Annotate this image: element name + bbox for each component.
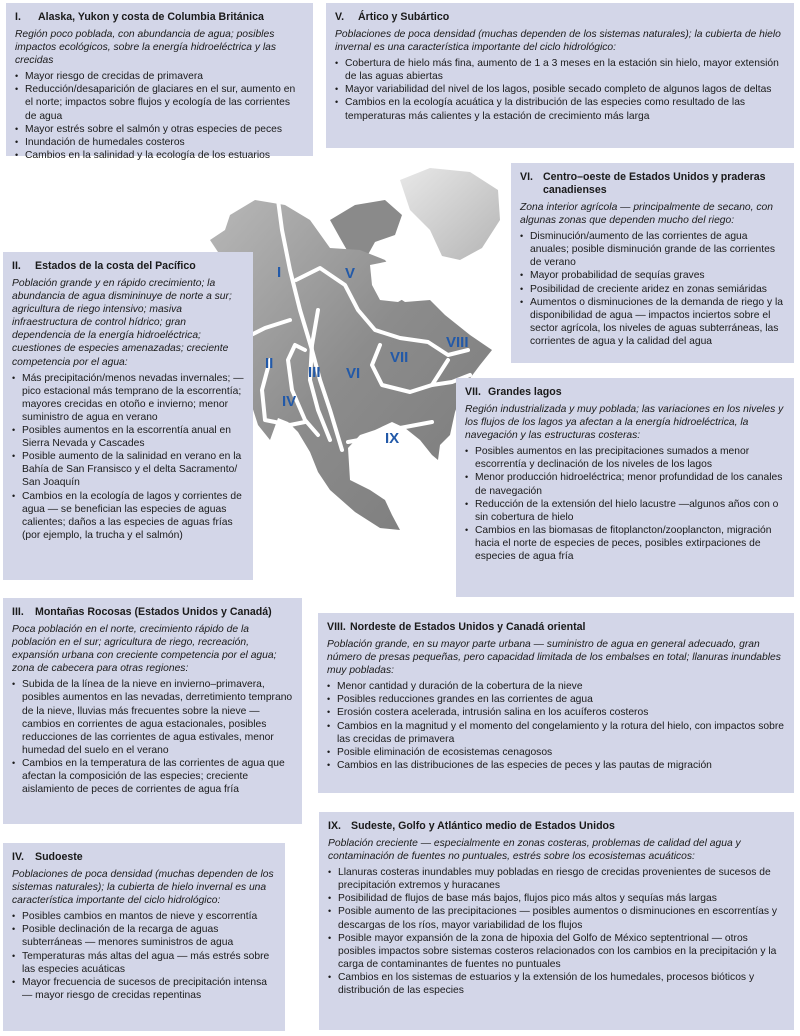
region-box-v	[326, 3, 794, 148]
impact-list	[335, 57, 785, 122]
impact-item: • Mayor riesgo de crecidas de primavera	[15, 70, 304, 83]
map-label-iii: III	[308, 364, 321, 381]
impact-item: • Posible aumento de la salinidad en verano en la Bahía de San Fransisco y el delta Sacramento/ San Joaquín	[12, 450, 244, 489]
region-box-vii	[456, 378, 794, 597]
region-heading	[12, 851, 276, 864]
map-label-i: I	[277, 264, 282, 281]
impact-list	[465, 445, 785, 563]
impact-list	[12, 910, 276, 1002]
region-description: Población creciente — especialmente en zonas costeras, problemas de calidad del agua y contaminación de fuentes no puntuales, estrés sobre los ecosistemas acuáticos:	[328, 838, 741, 863]
impact-item: • Posibles aumentos en la escorrentía anual en Sierra Nevada y Cascades	[12, 424, 244, 450]
impact-item: • Menor producción hidroeléctrica; menor profundidad de los canales de navegación	[465, 471, 785, 497]
impact-item: • Posibles cambios en mantos de nieve y escorrentía	[12, 910, 276, 923]
region-description: Población grande, en su mayor parte urbana — suministro de agua en general adecuado, gran número de presas pequeñas, pero capacidad limitada de los embalses en total; llanuras inundables muy pobladas:	[327, 639, 781, 677]
region-title: Nordeste de Estados Unidos y Canadá oriental	[350, 621, 586, 633]
region-box-ix	[319, 812, 794, 1030]
impact-item: • Menor cantidad y duración de la cobertura de la nieve	[327, 680, 785, 693]
impact-list	[12, 372, 244, 542]
map-label-v: V	[345, 265, 356, 282]
impact-list	[15, 70, 304, 162]
impact-item: • Erosión costera acelerada, intrusión salina en los acuíferos costeros	[327, 706, 785, 719]
region-box-vi	[511, 163, 794, 363]
region-numeral: IV.	[12, 851, 24, 863]
region-heading	[12, 606, 293, 619]
region-title: Montañas Rocosas (Estados Unidos y Canadá)	[35, 606, 272, 618]
impact-item: • Mayor estrés sobre el salmón y otras especies de peces	[15, 123, 304, 136]
impact-item: • Aumentos o disminuciones de la demanda de riego y la disponibilidad de agua — impactos inciertos sobre el sector agrícola, los niveles de aguas subterráneas, las corrientes de agua y la calidad del agua	[520, 296, 785, 348]
region-numeral: V.	[335, 11, 345, 23]
region-heading	[465, 386, 785, 399]
region-description: Zona interior agrícola — principalmente de secano, con algunas zonas que dependen mucho del riego:	[520, 202, 773, 227]
map-label-ii: II	[265, 355, 274, 372]
region-title: Ártico y Subártico	[358, 11, 450, 23]
greenland-shape	[400, 168, 500, 260]
region-box-viii	[318, 613, 794, 793]
region-title: Alaska, Yukon y costa de Columbia Británica	[38, 11, 264, 23]
region-numeral: VII.	[465, 386, 481, 398]
impact-item: • Posible aumento de las precipitaciones — posibles aumentos o disminuciones en escorrentías y descargas de los ríos, mayor variabilidad de los flujos	[328, 905, 785, 931]
region-description: Población grande y en rápido crecimiento; la abundancia de agua dismininuye de norte a sur; agricultura de riego intensivo; masiva infraestructura de control hídrico; gran dependencia de la energía hidroeléctrica; cuestiones de especies amenazadas; creciente competencia por el agua:	[12, 278, 232, 368]
region-title: Sudoeste	[35, 851, 83, 863]
impact-item: • Cambios en las distribuciones de las especies de peces y las pautas de migración	[327, 759, 785, 772]
region-heading	[12, 260, 244, 273]
impact-item: • Mayor variabilidad del nivel de los lagos, posible secado completo de algunos lagos de deltas	[335, 83, 785, 96]
impact-item: • Reducción de la extensión del hielo lacustre —algunos años con o sin cobertura de hielo	[465, 498, 785, 524]
impact-item: • Posibles aumentos en las precipitaciones sumados a menor escorrentía y declinación de los niveles de los lagos	[465, 445, 785, 471]
impact-item: • Posibles reducciones grandes en las corrientes de agua	[327, 693, 785, 706]
region-heading	[335, 11, 785, 24]
impact-item: • Cambios en la magnitud y el momento del congelamiento y la rotura del hielo, con impactos sobre las crecidas de primavera	[327, 720, 785, 746]
impact-item: • Cambios en los sistemas de estuarios y la extensión de los humedales, procesos bióticos y distribución de las especies	[328, 971, 785, 997]
region-numeral: VI.	[520, 171, 533, 183]
impact-item: • Más precipitación/menos nevadas invernales; — pico estacional más temprano de la escorrentía; mayores crecidas en otoño e invierno; menor suministro de agua en verano	[12, 372, 244, 424]
region-numeral: IX.	[328, 820, 341, 832]
region-title: Centro–oeste de Estados Unidos y praderas canadienses	[543, 171, 766, 196]
impact-list	[327, 680, 785, 772]
impact-item: • Cobertura de hielo más fina, aumento de 1 a 3 meses en la estación sin hielo, mayor extensión de las aguas abiertas	[335, 57, 785, 83]
region-numeral: I.	[15, 11, 21, 23]
region-description: Poblaciones de poca densidad (muchas dependen de los sistemas naturales); la cubierta de hielo invernal es una característica importante del ciclo hidrológico:	[12, 869, 274, 907]
impact-item: • Disminución/aumento de las corrientes de agua anuales; posible disminución grande de las corrientes de verano	[520, 230, 785, 269]
impact-item: • Cambios en las biomasas de fitoplancton/zooplancton, migración hacia el norte de especies de peces, posibles extirpaciones de especies de agua fría	[465, 524, 785, 563]
impact-list	[12, 678, 293, 796]
region-title: Sudeste, Golfo y Atlántico medio de Estados Unidos	[351, 820, 615, 832]
impact-item: • Posibilidad de flujos de base más bajos, flujos pico más altos y sequías más largas	[328, 892, 785, 905]
impact-item: • Subida de la línea de la nieve en invierno–primavera, posibles aumentos en las nevadas, derretimiento temprano de la nieve, lluvias más frecuentes sobre la nieve — cambios en corrientes de agua estacionales, posibles reducciones de las corrientes de agua estivales, menor humedad del suelo en el verano	[12, 678, 293, 757]
map-label-iv: IV	[282, 393, 297, 410]
impact-item: • Llanuras costeras inundables muy pobladas en riesgo de crecidas provenientes de sucesos de precipitación extremos y huracanes	[328, 866, 785, 892]
region-heading	[520, 171, 785, 197]
map-label-vii: VII	[390, 349, 409, 366]
region-heading	[328, 820, 785, 833]
region-description: Poca población en el norte, crecimiento rápido de la población en el sur; agricultura de riego, recreación, expansión urbana con creciente competencia por el agua; zona de cabecera para otras regiones:	[12, 624, 277, 675]
impact-item: • Posibilidad de creciente aridez en zonas semiáridas	[520, 283, 785, 296]
impact-item: • Mayor frecuencia de sucesos de precipitación intensa — mayor riesgo de crecidas repentinas	[12, 976, 276, 1002]
map-label-ix: IX	[385, 430, 400, 447]
impact-item: • Reducción/desaparición de glaciares en el sur, aumento en el norte; impactos sobre flujos y ecología de las corrientes de agua	[15, 83, 304, 122]
region-box-iii	[3, 598, 302, 824]
impact-item: • Posible eliminación de ecosistemas cenagosos	[327, 746, 785, 759]
impact-item: • Inundación de humedales costeros	[15, 136, 304, 149]
impact-item: • Cambios en la salinidad y la ecología de los estuarios	[15, 149, 304, 162]
impact-item: • Cambios en la temperatura de las corrientes de agua que afectan la composición de las especies; creciente aislamiento de peces de corrientes de agua fría	[12, 757, 293, 796]
region-box-i	[6, 3, 313, 161]
impact-item: • Posible declinación de la recarga de aguas subterráneas — menores suministros de agua	[12, 923, 276, 949]
region-description: Poblaciones de poca densidad (muchas dependen de los sistemas naturales); la cubierta de hielo invernal es una característica importante del ciclo hidrológico:	[335, 29, 781, 54]
region-numeral: VIII.	[327, 621, 346, 633]
impact-item: • Posible mayor expansión de la zona de hipoxia del Golfo de México septentrional — otros posibles impactos sobre sistemas costeros relacionados con los cambios en la precipitación y la carga de contaminantes de fuentes no puntuales	[328, 932, 785, 971]
region-description: Región poco poblada, con abundancia de agua; posibles impactos ecológicos, sobre la energía hidroeléctrica y las crecidas	[15, 29, 276, 67]
region-numeral: III.	[12, 606, 24, 618]
impact-item: • Cambios en la ecología acuática y la distribución de las especies como resultado de las temperaturas más calientes y la estación de crecimiento más larga	[335, 96, 785, 122]
region-title: Estados de la costa del Pacífico	[35, 260, 196, 272]
impact-item: • Cambios en la ecología de lagos y corrientes de agua — se benefician las especies de aguas calientes; daños a las especies de aguas frías (por ejemplo, la trucha y el salmón)	[12, 490, 244, 542]
region-description: Región industrializada y muy poblada; las variaciones en los niveles y los flujos de los lagos ya afectan a la energía hidroeléctrica, la navegación y las estructuras costeras:	[465, 404, 784, 442]
region-box-iv	[3, 843, 285, 1031]
map-label-viii: VIII	[446, 334, 469, 351]
region-heading	[327, 621, 785, 634]
region-numeral: II.	[12, 260, 21, 272]
region-title: Grandes lagos	[488, 386, 562, 398]
impact-list	[328, 866, 785, 997]
impact-list	[520, 230, 785, 348]
region-box-ii	[3, 252, 253, 580]
impact-item: • Temperaturas más altas del agua — más estrés sobre las especies acuáticas	[12, 950, 276, 976]
region-heading	[15, 11, 304, 24]
map-label-vi: VI	[346, 365, 361, 382]
impact-item: • Mayor probabilidad de sequías graves	[520, 269, 785, 282]
